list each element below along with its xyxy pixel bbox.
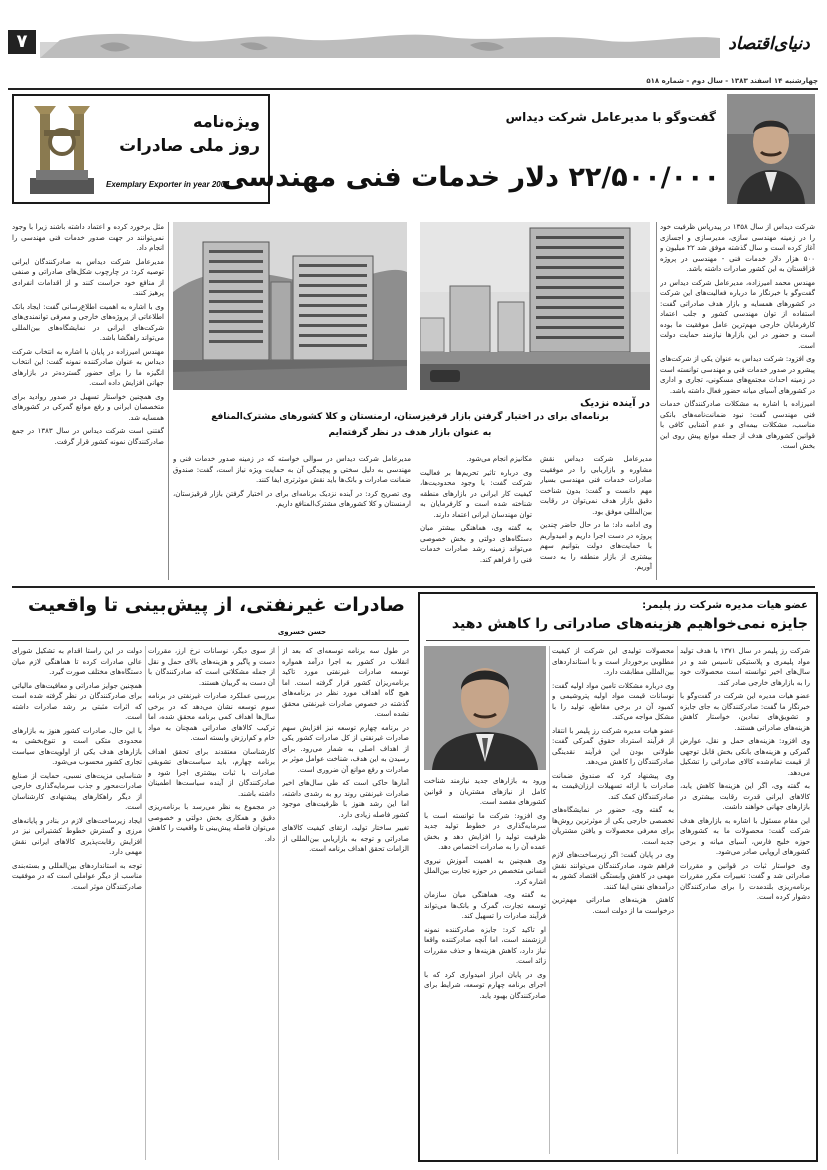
interview-column-5 [12,222,164,580]
photo-caption-line1: برنامه‌ای برای در اختیار گرفتن بازار قرقیزستان، ارمنستان و کلا کشورهای مشترک‌المنافع [211,412,609,422]
column-divider [549,646,550,1154]
paragraph: این مقام مسئول با اشاره به بازارهای هدف شرکت گفت: محصولات ما به کشورهای حوزه خلیج فارس، آسیای میانه و برخی کشورهای اروپایی صادر می‌شود. [680,816,810,856]
paragraph: در برنامه چهارم توسعه نیز افزایش سهم صادرات غیرنفتی از کل صادرات کشور یکی از اهداف اصلی به شمار می‌رود. برای رسیدن به این هدف، شناخت عوامل موثر بر صادرات و رفع موانع آن ضروری است. [282,723,409,774]
paragraph: همچنین جوایز صادراتی و معافیت‌های مالیاتی برای صادرکنندگان در نظر گرفته شده است که اثرات مثبتی بر رشد صادرات داشته است. [12,681,142,721]
opinion-divider [12,640,409,641]
page-number-box [8,30,36,54]
opinion-column-b [148,646,275,1160]
page-number: ۷ [16,31,28,52]
paragraph: به گفته وی، هماهنگی میان سازمان توسعه تجارت، گمرک و بانک‌ها می‌تواند فرآیند صادرات را تسهیل کند. [424,891,546,920]
paragraph: در مجموع به نظر می‌رسد با برنامه‌ریزی دقیق و همکاری بخش دولتی و خصوصی می‌توان فاصله پیش‌بینی تا واقعیت را کاهش داد. [148,803,275,843]
paragraph: عضو هیات مدیره این شرکت در گفت‌وگو با خبرنگار ما گفت: صادرکنندگان به جای جایزه و تشویق‌های نمادین، خواستار کاهش هزینه‌های صادراتی هستند. [680,692,810,732]
paragraph: وی همچنین خواستار تسهیل در صدور روادید برای متخصصان ایرانی و رفع موانع گمرکی در کشورهای همسایه شد. [12,392,164,422]
sidebar-column-c [424,776,546,1154]
interview-column-3 [420,454,532,580]
world-map-icon [40,28,720,68]
opinion-column-c [12,646,142,1160]
building-photo-right [420,222,650,390]
section-divider [12,586,815,588]
paragraph: وی افزود: هزینه‌های حمل و نقل، عوارض گمرکی و هزینه‌های بانکی بخش قابل توجهی از قیمت تمام‌شده کالای صادراتی را تشکیل می‌دهد. [680,737,810,777]
special-subtitle: Exemplary Exporter in year 2004 [106,180,230,189]
column-divider [677,646,678,1154]
paragraph: به گفته وی، حضور در نمایشگاه‌های تخصصی خارجی یکی از موثرترین روش‌ها برای معرفی محصولات و یافتن مشتریان جدید است. [552,806,674,846]
paragraph: وی همچنین به اهمیت آموزش نیروی انسانی متخصص در حوزه تجارت بین‌الملل اشاره کرد. [424,856,546,886]
paragraph: در طول سه برنامه توسعه‌ای که بعد از انقلاب در کشور به اجرا درآمد همواره توسعه صادرات غیرنفتی مورد تاکید برنامه‌ریزان کشور قرار گرفته است. اما هیچ گاه اهداف مورد نظر در برنامه‌های گذشته در خصوص صادرات غیرنفتی محقق نشده است. [282,647,409,718]
sidebar-divider [426,640,810,641]
paragraph: آمارها حاکی است که طی سال‌های اخیر صادرات غیرنفتی روند رو به رشدی داشته، اما این رشد هنوز با ظرفیت‌های موجود کشور فاصله زیادی دارد. [282,779,409,819]
photo-caption-line2: به عنوان بازار هدف در نظر گرفته‌ایم [328,428,492,438]
masthead-rule [8,88,818,90]
portrait-photo-board-member [424,646,546,770]
paragraph: شناسایی مزیت‌های نسبی، حمایت از صنایع صادرات‌محور و جذب سرمایه‌گذاری خارجی از دیگر راهکارهای پیشنهادی کارشناسان است. [12,771,142,811]
paragraph: وی درباره مشکلات تامین مواد اولیه گفت: نوسانات قیمت مواد اولیه پتروشیمی و کمبود آن در برخی مقاطع، تولید را با مشکل مواجه می‌کند. [552,681,674,721]
interview-kicker: گفت‌وگو با مدیرعامل شرکت دیداس [505,110,716,124]
masthead [0,0,827,95]
paragraph: کارشناسان معتقدند برای تحقق اهداف برنامه چهارم، باید سیاست‌های تشویقی صادرات با ثبات بیشتری اجرا شود و صادرکنندگان از آینده سیاست‌ها اطمینان داشته باشند. [148,747,275,798]
paragraph: امیرزاده با اشاره به مشکلات صادرکنندگان خدمات فنی مهندسی گفت: نبود ضمانت‌نامه‌های بانکی مناسب، مشکلات بیمه‌ای و عدم آشنایی کافی با قوانین کشورهای هدف از جمله موانع پیش روی این بخش است. [660,400,815,450]
paragraph: وی افزود: شرکت دیداس به عنوان یکی از شرکت‌های پیشرو در صدور خدمات فنی و مهندسی توانسته است در زمینه احداث مجتمع‌های مسکونی، تجاری و اداری در کشورهای آسیای میانه حضور فعال داشته باشد. [660,355,815,395]
paragraph: کاهش هزینه‌های صادراتی مهم‌ترین درخواست ما از دولت است. [552,896,674,915]
trophy-icon [20,100,104,200]
interview-column-1 [660,222,815,580]
column-divider [656,222,657,580]
paragraph: مهندس محمد امیرزاده، مدیرعامل شرکت دیداس در گفت‌وگو با خبرنگار ما درباره فعالیت‌های این شرکت در کشورهای همسایه و بازار هدف صادراتی گفت: استفاده از توان مهندسی کشور و جلب اعتماد کارفرمایان خارجی مهم‌ترین عامل موفقیت ما بوده است و حضور در این بازارها نیازمند حمایت دولت است. [660,278,815,350]
column-divider [278,646,279,1160]
sidebar-headline: جایزه نمی‌خواهیم هزینه‌های صادراتی را کاهش دهید [451,616,808,632]
paragraph: گفتنی است شرکت دیداس در سال ۱۳۸۳ در جمع صادرکنندگان نمونه کشور قرار گرفت. [12,427,164,446]
paragraph: عضو هیات مدیره شرکت رز پلیمر با انتقاد از فرآیند استرداد حقوق گمرکی گفت: طولانی بودن این فرآیند نقدینگی صادرکنندگان را کاهش می‌دهد. [552,726,674,766]
paragraph: وی خواستار ثبات در قوانین و مقررات صادراتی شد و گفت: تغییرات مکرر مقررات برنامه‌ریزی بلندمدت را برای صادرکنندگان دشوار کرده است. [680,861,810,901]
special-title-line2: روز ملی صادرات [119,136,260,156]
opinion-column-a [282,646,409,1160]
paragraph: مکانیزم انجام می‌شود. [466,455,532,463]
paper-name: دنیای‌اقتصاد [728,34,810,54]
paragraph: توجه به استانداردهای بین‌المللی و بسته‌بندی مناسب از دیگر عواملی است که در موفقیت صادرکنندگان موثر است. [12,861,142,891]
paragraph: وی در پایان ابراز امیدواری کرد که با اجرای برنامه چهارم توسعه، شرایط برای صادرکنندگان بهبود یابد. [424,970,546,1000]
paragraph: وی درباره تاثیر تحریم‌ها بر فعالیت شرکت گفت: با وجود محدودیت‌ها، کیفیت کار ایرانی در بازارهای منطقه شناخته شده است و کارفرمایان به توان مهندسان ایرانی اعتماد دارند. [420,468,532,519]
paragraph: بررسی عملکرد صادرات غیرنفتی در برنامه سوم توسعه نشان می‌دهد که در برخی سال‌ها اهداف کمی برنامه محقق شده، اما ترکیب کالاهای صادراتی همچنان به مواد خام و کم‌ارزش وابسته است. [148,692,275,742]
paragraph: مدیرعامل شرکت دیداس نقش مشاوره و بازاریابی را در موفقیت صادرات خدمات فنی مهندسی بسیار مهم دانست و گفت: بدون شناخت دقیق بازار هدف نمی‌توان در رقابت بین‌المللی موفق بود. [540,455,652,516]
interview-headline: ۲۲/۵۰۰/۰۰۰ دلار خدمات فنی مهندسی [221,162,720,193]
paragraph: وی افزود: شرکت ما توانسته است با سرمایه‌گذاری در خطوط تولید جدید ظرفیت تولید را افزایش دهد و بخش عمده آن را به صادرات اختصاص دهد. [424,811,546,851]
building-photo-left [173,222,407,390]
opinion-author: حسن خسروی [277,628,327,636]
paragraph: شرکت رز پلیمر در سال ۱۳۷۱ با هدف تولید مواد پلیمری و پلاستیکی تاسیس شد و در سال‌های اخیر توانسته است محصولات خود را به بازارهای خارجی صادر کند. [680,647,810,687]
paragraph: مهندس امیرزاده در پایان با اشاره به انتخاب شرکت دیداس به عنوان صادرکننده نمونه گفت: این انتخاب انگیزه ما را برای حضور گسترده‌تر در بازارهای جهانی افزایش داده است. [12,347,164,387]
paragraph: وی در پایان گفت: اگر زیرساخت‌های لازم فراهم شود، صادرکنندگان می‌توانند نقش مهمی در کاهش وابستگی اقتصاد کشور به درآمدهای نفتی ایفا کنند. [552,851,674,891]
paragraph: از سوی دیگر، نوسانات نرخ ارز، مقررات دست و پاگیر و هزینه‌های بالای حمل و نقل از جمله مشکلاتی است که صادرکنندگان با آن دست به گریبان هستند. [148,647,275,687]
paragraph: دولت در این راستا اقدام به تشکیل شورای عالی صادرات کرده تا هماهنگی لازم میان دستگاه‌های مختلف صورت گیرد. [12,647,142,676]
paragraph: مدیرعامل شرکت دیداس به صادرکنندگان ایرانی توصیه کرد: در چارچوب شکل‌های صادراتی و صنفی از منافع خود حراست کنند و از اقدامات انفرادی پرهیز کنند. [12,257,164,297]
opinion-headline: صادرات غیرنفتی، از پیش‌بینی تا واقعیت [27,594,405,616]
paragraph: وی با اشاره به اهمیت اطلاع‌رسانی گفت: ایجاد بانک اطلاعاتی از پروژه‌های خارجی و معرفی توانمندی‌های شرکت‌های ایرانی در نمایشگاه‌های بین‌المللی می‌تواند راهگشا باشد. [12,302,164,342]
paragraph: ورود به بازارهای جدید نیازمند شناخت کامل از نیازهای مشتریان و قوانین کشورهای مقصد است. [424,777,546,806]
sidebar-column-b [552,646,674,1154]
sidebar-column-a [680,646,810,1154]
paragraph: وی تصریح کرد: در آینده نزدیک برنامه‌ای برای در اختیار گرفتن بازار قرقیزستان، ارمنستان و کلا کشورهای مشترک‌المنافع داریم. [173,489,411,508]
date-line: چهارشنبه ۱۴ اسفند ۱۳۸۳ - سال دوم - شماره ۵۱۸ [646,77,818,85]
paragraph: به گفته وی، هماهنگی بیشتر میان دستگاه‌های دولتی و بخش خصوصی می‌تواند زمینه رشد صادرات خدمات فنی را فراهم کند. [420,524,532,564]
paragraph: مثل برخورد کرده و اعتماد داشته باشند زیرا با وجود نمی‌توانند در جهت صدور خدمات فنی مهندسی را انجام داد. [12,223,164,252]
column-divider [168,222,169,580]
sidebar-kicker: عضو هیات مدیره شرکت رز پلیمر: [642,600,808,611]
paragraph: وی پیشنهاد کرد که صندوق ضمانت صادرات با ارائه تسهیلات ارزان‌قیمت به صادرکنندگان کمک کند. [552,771,674,801]
paragraph: شرکت دیداس از سال ۱۳۵۸ در پیدرپاس ظرفیت خود را در زمینه مهندسی سازی، مدیرسازی و اجسازی آغاز کرده است و سال گذشته موفق شد ۲۲ میلیون و ۵۰۰ هزار دلار خدمات فنی - مهندسی در پروژه قزاقستان به این کشور صادرات داشته باشد. [660,223,815,273]
portrait-photo-director [727,94,815,204]
paragraph: ایجاد زیرساخت‌های لازم در بنادر و پایانه‌های مرزی و گسترش خطوط کشتیرانی نیز در افزایش رقابت‌پذیری کالاهای ایرانی نقش مهمی دارد. [12,816,142,856]
photo-caption-kicker: در آینده نزدیک [580,398,650,409]
paragraph: به گفته وی، اگر این هزینه‌ها کاهش یابد، کالاهای ایرانی قدرت رقابت بیشتری در بازارهای جهانی خواهند داشت. [680,782,810,811]
paragraph: وی ادامه داد: ما در حال حاضر چندین پروژه در دست اجرا داریم و امیدواریم با حمایت‌های دولت بتوانیم سهم بیشتری از بازار منطقه را به دست آوریم. [540,521,652,571]
interview-column-4 [173,454,411,580]
paragraph: مدیرعامل شرکت دیداس در سوالی خواسته که در زمینه صدور خدمات فنی و مهندسی به دلیل سختی و پیچیدگی آن به حمایت ویژه نیاز است، گفت: صندوق ضمانت صادرات و بانک‌ها باید نقش موثرتری ایفا کنند. [173,455,411,484]
column-divider [145,646,146,1160]
paragraph: محصولات تولیدی این شرکت از کیفیت مطلوبی برخوردار است و با استانداردهای بین‌المللی مطابقت دارد. [552,647,674,676]
paragraph: او تاکید کرد: جایزه صادرکننده نمونه ارزشمند است، اما آنچه صادرکننده واقعا نیاز دارد، کاهش هزینه‌ها و حذف مقررات زائد است. [424,925,546,965]
special-title-line1: ویژه‌نامه [193,112,260,131]
paragraph: با این حال، صادرات کشور هنوز به بازارهای محدودی متکی است و تنوع‌بخشی به بازارهای هدف یکی از اولویت‌های سیاست تجاری کشور محسوب می‌شود. [12,726,142,766]
interview-column-2 [540,454,652,580]
paragraph: تغییر ساختار تولید، ارتقای کیفیت کالاهای صادراتی و توجه به بازاریابی بین‌المللی از الزامات تحقق اهداف برنامه است. [282,824,409,853]
